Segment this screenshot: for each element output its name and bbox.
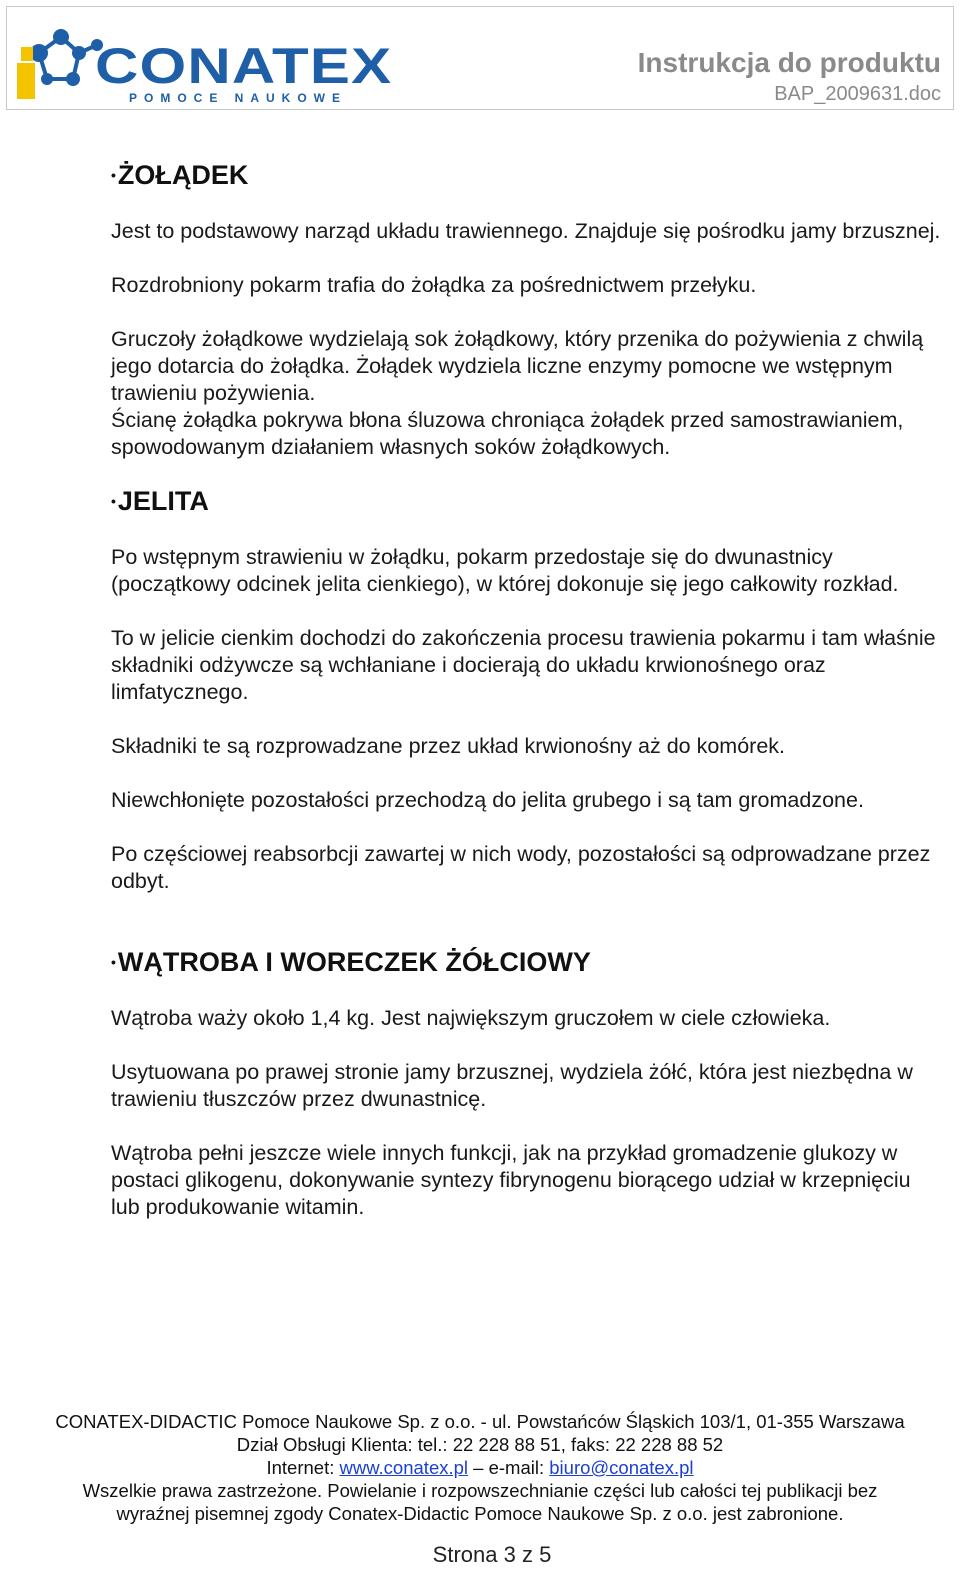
footer-copyright: Wszelkie prawa zastrzeżone. Powielanie i rozpowszechnianie części lub całości tej publikacji bez <box>82 1480 878 1501</box>
footer-links: Internet: www.conatex.pl – e-mail: biuro@conatex.pl <box>266 1457 694 1478</box>
footer-copyright-2: wyraźnej pisemnej zgody Conatex-Didactic Pomoce Naukowe Sp. z o.o. jest zabronione. <box>116 1503 844 1524</box>
paragraph: Ścianę żołądka pokrywa błona śluzowa chroniąca żołądek przed samostrawianiem, spowodowanym działaniem własnych soków żołądkowych. <box>111 408 904 459</box>
document-title: Instrukcja do produktu <box>637 47 941 78</box>
logo-subtitle: POMOCE NAUKOWE <box>129 91 347 105</box>
paragraph: Rozdrobniony pokarm trafia do żołądka za pośrednictwem przełyku. <box>111 273 757 297</box>
email-link[interactable]: biuro@conatex.pl <box>549 1457 694 1478</box>
paragraph: Niewchłonięte pozostałości przechodzą do jelita grubego i są tam gromadzone. <box>111 788 864 812</box>
section-heading-stomach: • ŻOŁĄDEK <box>111 160 249 190</box>
paragraph: Wątroba waży około 1,4 kg. Jest największym gruczołem w ciele człowieka. <box>111 1006 831 1030</box>
bullet-icon: • <box>111 167 116 183</box>
conatex-logo <box>17 23 407 107</box>
footer-contact: Dział Obsługi Klienta: tel.: 22 228 88 51, faks: 22 228 88 52 <box>236 1434 724 1455</box>
document-footer <box>0 1410 960 1525</box>
paragraph: Jest to podstawowy narząd układu trawiennego. Znajduje się pośrodku jamy brzusznej. <box>111 219 941 243</box>
document-header <box>6 6 954 110</box>
section-heading-liver: • WĄTROBA I WORECZEK ŻÓŁCIOWY <box>111 947 591 977</box>
document-code: BAP_2009631.doc <box>774 83 941 105</box>
paragraph: Składniki te są rozprowadzane przez układ krwionośny aż do komórek. <box>111 734 785 758</box>
paragraph: Po wstępnym strawieniu w żołądku, pokarm przedostaje się do dwunastnicy (początkowy odcinek jelita cienkiego), w której dokonuje się jego całkowity rozkład. <box>111 545 899 596</box>
paragraph: Gruczoły żołądkowe wydzielają sok żołądkowy, który przenika do pożywienia z chwilą jego dotarcia do żołądka. Żołądek wydziela liczne enzymy pomocne we wstępnym trawieniu pożywienia. <box>111 327 924 405</box>
paragraph: To w jelicie cienkim dochodzi do zakończenia procesu trawienia pokarmu i tam właśnie składniki odżywcze są wchłaniane i docierają do układu krwionośnego oraz limfatycznego. <box>111 626 936 704</box>
paragraph: Usytuowana po prawej stronie jamy brzusznej, wydziela żółć, która jest niezbędna w trawieniu tłuszczów przez dwunastnicę. <box>111 1060 913 1111</box>
bullet-icon: • <box>111 493 116 509</box>
website-link[interactable]: www.conatex.pl <box>339 1457 469 1478</box>
footer-address: CONATEX-DIDACTIC Pomoce Naukowe Sp. z o.o. - ul. Powstańców Śląskich 103/1, 01-355 Warszawa <box>55 1411 905 1432</box>
paragraph: Wątroba pełni jeszcze wiele innych funkcji, jak na przykład gromadzenie glukozy w postaci glikogenu, dokonywanie syntezy fibrynogenu biorącego udział w krzepnięciu lub produkowanie witamin. <box>111 1141 911 1219</box>
paragraph: Po częściowej reabsorbcji zawartej w nich wody, pozostałości są odprowadzane przez odbyt. <box>111 842 931 893</box>
bullet-icon: • <box>111 954 116 970</box>
document-body <box>111 160 941 1221</box>
section-heading-intestines: • JELITA <box>111 486 209 516</box>
page-number: Strona 3 z 5 <box>432 1542 552 1567</box>
logo-wordmark: CONATEX <box>95 38 393 94</box>
molecule-icon <box>17 23 107 107</box>
